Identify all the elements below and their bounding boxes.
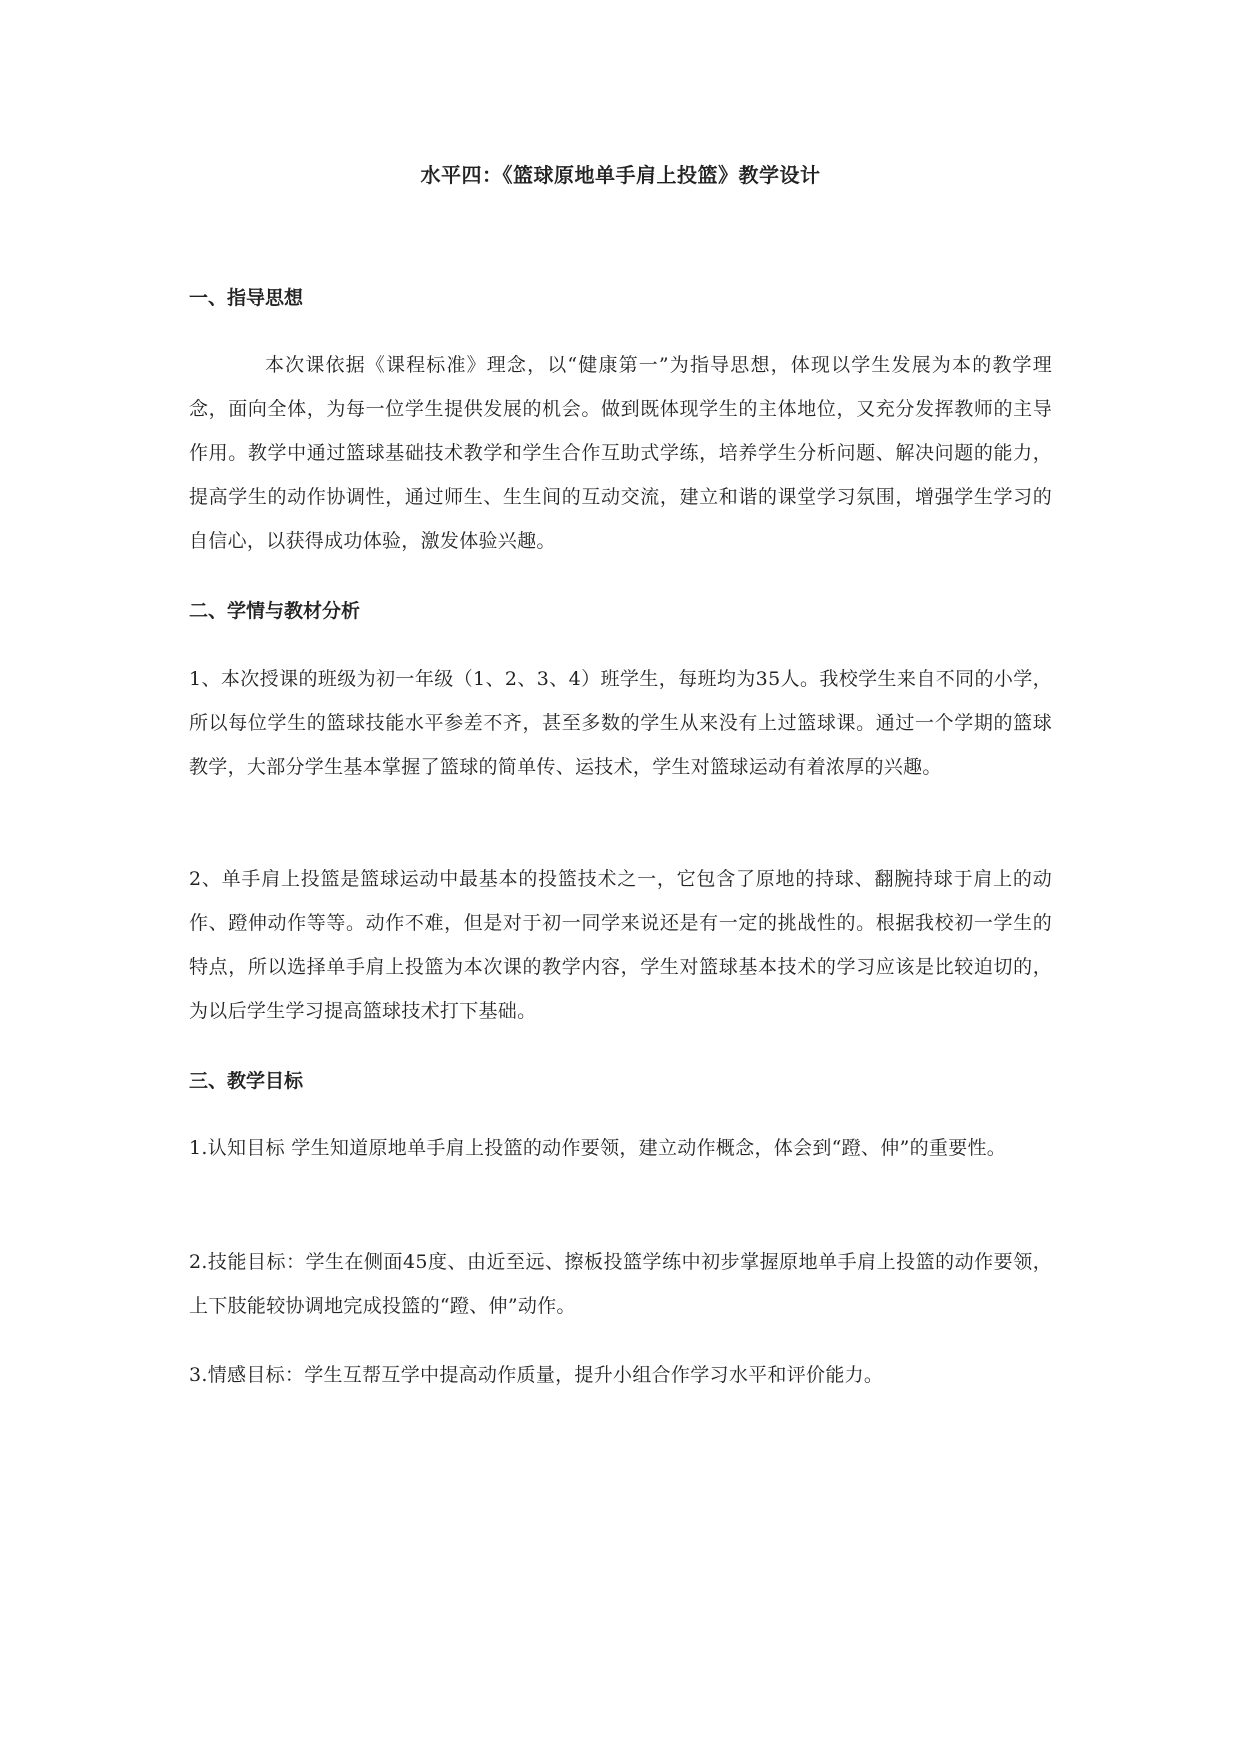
paragraph-objective-affective: 3.情感目标：学生互帮互学中提高动作质量，提升小组合作学习水平和评价能力。 — [189, 1364, 884, 1386]
document-title: 水平四：《篮球原地单手肩上投篮》教学设计 — [420, 163, 821, 187]
section-heading-objectives: 三、教学目标 — [189, 1070, 304, 1092]
paragraph-objective-cognitive: 1.认知目标 学生知道原地单手肩上投篮的动作要领，建立动作概念，体会到“蹬、伸”的重要性。 — [189, 1137, 1007, 1159]
paragraph-objective-skill: 2.技能目标：学生在侧面45度、由近至远、擦板投篮学练中初步掌握原地单手肩上投篮的动作要领，上下肢能较协调地完成投篮的“蹬、伸”动作。 — [189, 1251, 1052, 1317]
paragraph-analysis-2: 2、单手肩上投篮是篮球运动中最基本的投篮技术之一，它包含了原地的持球、翻腕持球于肩上的动作、蹬伸动作等等。动作不难，但是对于初一同学来说还是有一定的挑战性的。根据我校初一学生的特点，所以选择单手肩上投篮为本次课的教学内容，学生对篮球基本技术的学习应该是比较迫切的，为以后学生学习提高篮球技术打下基础。 — [189, 868, 1052, 1022]
section-heading-guiding-ideology: 一、指导思想 — [189, 287, 304, 309]
paragraph-analysis-1: 1、本次授课的班级为初一年级（1、2、3、4）班学生，每班均为35人。我校学生来自不同的小学，所以每位学生的篮球技能水平参差不齐，甚至多数的学生从来没有上过篮球课。通过一个学期的篮球教学，大部分学生基本掌握了篮球的简单传、运技术，学生对篮球运动有着浓厚的兴趣。 — [189, 668, 1052, 778]
paragraph-guiding-ideology: 本次课依据《课程标准》理念，以“健康第一”为指导思想，体现以学生发展为本的教学理念，面向全体，为每一位学生提供发展的机会。做到既体现学生的主体地位，又充分发挥教师的主导作用。教学中通过篮球基础技术教学和学生合作互助式学练，培养学生分析问题、解决问题的能力，提高学生的动作协调性，通过师生、生生间的互动交流，建立和谐的课堂学习氛围，增强学生学习的自信心，以获得成功体验，激发体验兴趣。 — [189, 354, 1052, 552]
section-heading-analysis: 二、学情与教材分析 — [189, 600, 361, 622]
document-page — [189, 0, 1052, 1754]
